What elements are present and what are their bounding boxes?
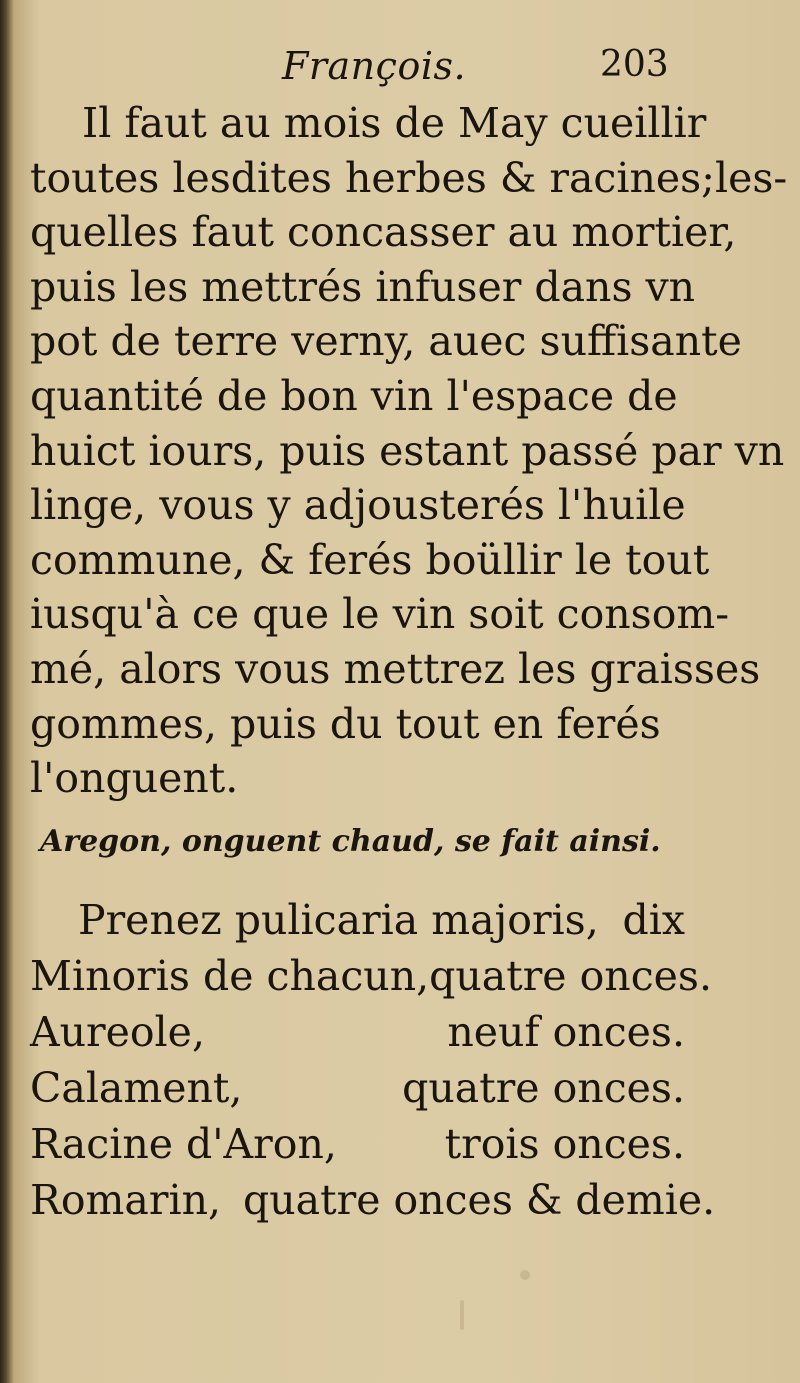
ingredient-row bbox=[30, 948, 712, 1004]
text-line: commune, & ferés boüllir le tout bbox=[30, 535, 710, 584]
text-line: huict iours, puis estant passé par vn bbox=[30, 426, 785, 475]
text-line: quantité de bon vin l'espace de bbox=[30, 371, 678, 420]
ingredient-row bbox=[30, 1172, 716, 1228]
ingredient-quantity: quatre onces. bbox=[429, 952, 712, 1000]
ingredient-row bbox=[30, 1116, 685, 1172]
paper-stain bbox=[520, 1270, 530, 1280]
text-line: l'onguent. bbox=[30, 754, 239, 803]
text-line: mé, alors vous mettrez les graisses bbox=[30, 644, 761, 693]
text-line: puis les mettrés infuser dans vn bbox=[30, 262, 696, 311]
ingredient-name: Romarin, bbox=[30, 1176, 222, 1224]
ingredient-row bbox=[30, 1004, 685, 1060]
text-line: pot de terre verny, auec suffisante bbox=[30, 317, 742, 366]
text-line: gommes, puis du tout en ferés bbox=[30, 699, 661, 748]
body-text bbox=[30, 96, 788, 806]
page-header bbox=[0, 44, 800, 94]
ingredient-name: Calament, bbox=[30, 1064, 243, 1112]
ingredient-quantity: trois onces. bbox=[444, 1120, 685, 1168]
ingredient-name: Aureole, bbox=[30, 1008, 205, 1056]
text-line: quelles faut concasser au mortier, bbox=[30, 208, 737, 257]
ingredient-quantity: quatre onces & demie. bbox=[243, 1176, 716, 1224]
text-line: linge, vous y adjousterés l'huile bbox=[30, 481, 686, 530]
intro-text: Prenez pulicaria majoris, bbox=[78, 896, 599, 944]
text-line: iusqu'à ce que le vin soit consom- bbox=[30, 590, 730, 639]
recipe-intro bbox=[30, 892, 685, 948]
text-line: Il faut au mois de May cueillir bbox=[82, 99, 707, 147]
running-head: François. bbox=[282, 44, 467, 88]
section-heading: Aregon, onguent chaud, se fait ainsi. bbox=[40, 824, 661, 859]
page-number: 203 bbox=[600, 44, 669, 85]
ingredient-name: Minoris de chacun, bbox=[30, 952, 430, 1000]
ingredient-list bbox=[30, 892, 716, 1228]
text-line: toutes lesdites herbes & racines;les- bbox=[30, 153, 788, 202]
ingredient-row bbox=[30, 1060, 685, 1116]
intro-quantity: dix bbox=[622, 896, 685, 944]
ingredient-name: Racine d'Aron, bbox=[30, 1120, 337, 1168]
paper-stain bbox=[460, 1300, 464, 1330]
ingredient-quantity: neuf onces. bbox=[447, 1008, 685, 1056]
ingredient-quantity: quatre onces. bbox=[402, 1064, 685, 1112]
